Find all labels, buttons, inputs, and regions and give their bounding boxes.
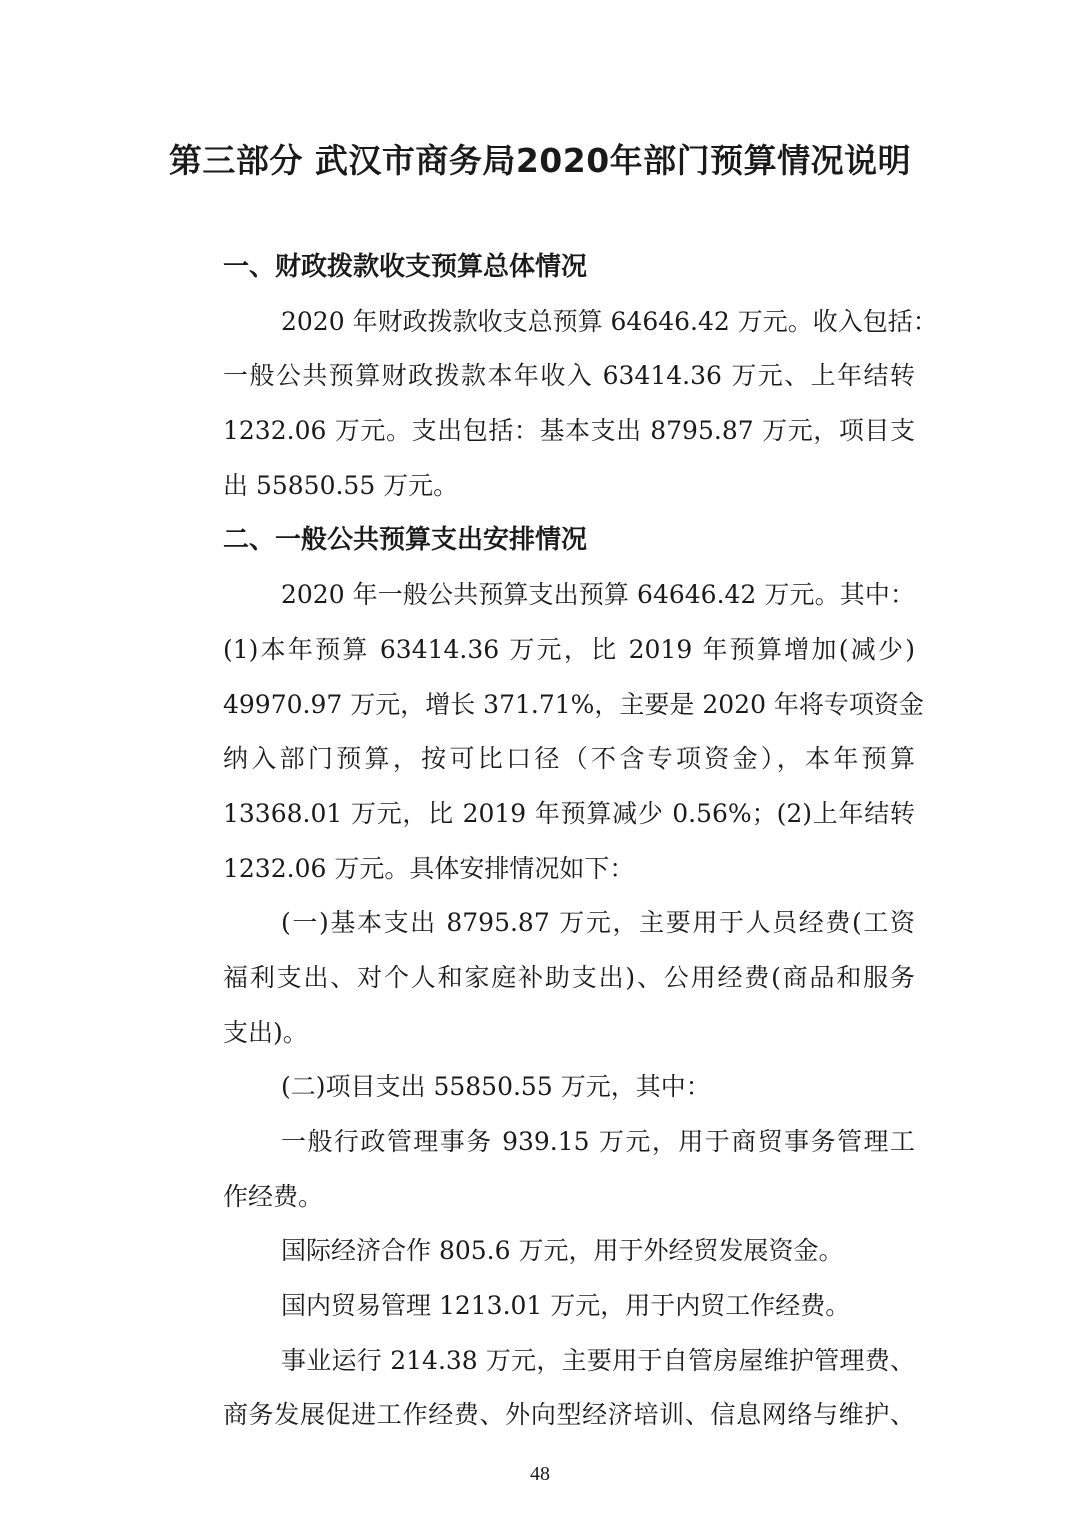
page-title: 第三部分 武汉市商务局2020年部门预算情况说明 — [168, 141, 912, 180]
text-line: 49970.97 万元，增长 371.71%，主要是 2020 年将专项资金 — [223, 689, 924, 719]
paragraph-basic-expenditure — [165, 896, 915, 1060]
document-body — [165, 240, 938, 1443]
text-line: 2020 年一般公共预算支出预算 64646.42 万元。其中： — [281, 580, 915, 610]
text-line: 事业运行 214.38 万元，主要用于自管房屋维护管理费、 — [281, 1345, 915, 1375]
paragraph-admin-affairs — [165, 1115, 915, 1224]
text-line: 作经费。 — [223, 1181, 324, 1211]
text-line: 1232.06 万元。具体安排情况如下： — [223, 853, 635, 883]
text-line: 出 55850.55 万元。 — [223, 470, 459, 500]
paragraph-project-expenditure — [165, 1060, 915, 1115]
paragraph-domestic-trade — [165, 1279, 915, 1334]
text-line: (二)项目支出 55850.55 万元，其中： — [281, 1072, 711, 1102]
text-line: 福利支出、对个人和家庭补助支出)、公用经费(商品和服务 — [223, 962, 915, 992]
text-line: 13368.01 万元，比 2019 年预算减少 0.56%；(2)上年结转 — [223, 798, 915, 828]
page-number: 48 — [530, 1463, 550, 1485]
paragraph-general-budget — [165, 568, 924, 896]
text-line: (1)本年预算 63414.36 万元，比 2019 年预算增加(减少) — [223, 634, 915, 664]
text-line: 纳入部门预算，按可比口径（不含专项资金），本年预算 — [223, 744, 915, 774]
text-line: 一般公共预算财政拨款本年收入 63414.36 万元、上年结转 — [223, 361, 915, 391]
text-line: 国际经济合作 805.6 万元，用于外经贸发展资金。 — [281, 1236, 844, 1266]
text-line: 1232.06 万元。支出包括：基本支出 8795.87 万元，项目支 — [223, 416, 915, 446]
text-line: 一般行政管理事务 939.15 万元，用于商贸事务管理工 — [281, 1127, 915, 1156]
text-line: 商务发展促进工作经费、外向型经济培训、信息网络与维护、 — [223, 1400, 915, 1430]
section-heading-1: 一、财政拨款收支预算总体情况 — [223, 252, 588, 282]
paragraph-operations — [165, 1334, 915, 1443]
paragraph-budget-overview — [165, 295, 938, 514]
text-line: (一)基本支出 8795.87 万元，主要用于人员经费(工资 — [281, 908, 915, 938]
text-line: 2020 年财政拨款收支总预算 64646.42 万元。收入包括： — [281, 306, 938, 336]
section-heading-2: 二、一般公共预算支出安排情况 — [223, 525, 588, 556]
text-line: 国内贸易管理 1213.01 万元，用于内贸工作经费。 — [281, 1291, 851, 1321]
text-line: 支出)。 — [223, 1017, 308, 1047]
paragraph-intl-cooperation — [165, 1224, 915, 1279]
